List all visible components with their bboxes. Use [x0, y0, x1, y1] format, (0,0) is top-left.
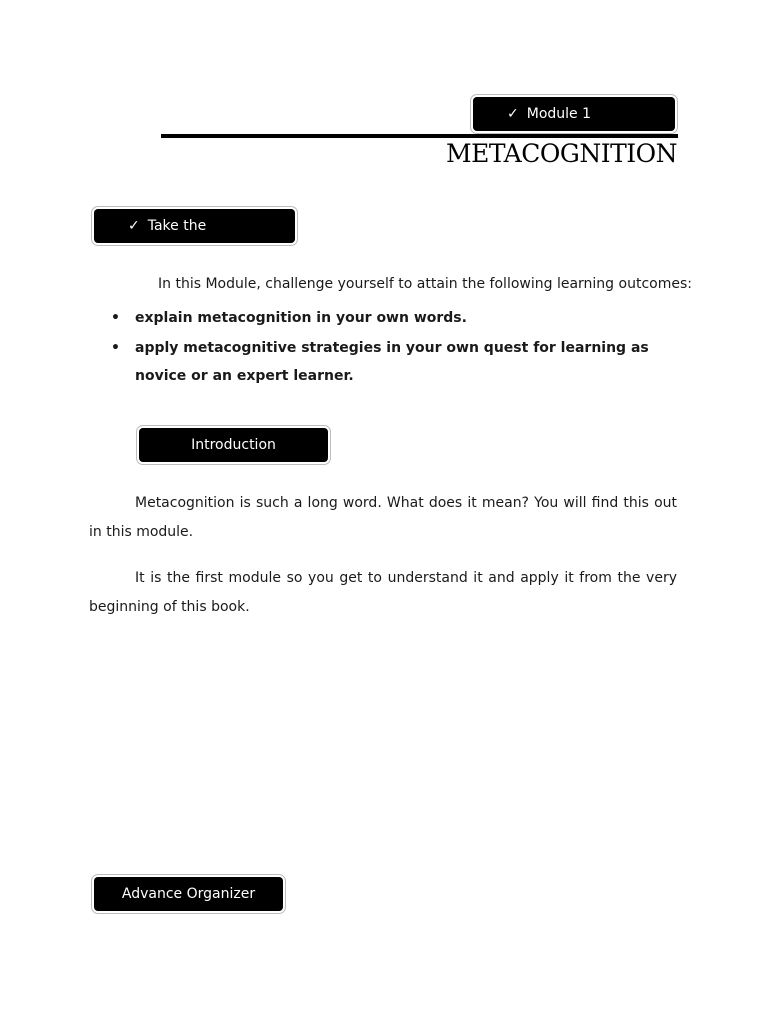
advance-organizer-heading: Advance Organizer — [94, 877, 283, 911]
outcome-text: apply metacognitive strategies in your own quest for learning as novice or an expert learner. — [135, 340, 649, 384]
module-label: Module 1 — [526, 106, 591, 122]
checkmark-icon: ✓ — [128, 218, 140, 234]
introduction-heading: Introduction — [139, 428, 328, 462]
paragraph: It is the first module so you get to understand it and apply it from the very beginning of this book. — [89, 570, 677, 615]
list-item — [111, 304, 686, 332]
bullet-icon: • — [111, 310, 120, 326]
module-badge — [473, 97, 675, 131]
outcome-text: explain metacognition in your own words. — [135, 310, 467, 326]
bullet-icon: • — [111, 340, 120, 356]
paragraph: Metacognition is such a long word. What does it mean? You will find this out in this module. — [89, 495, 677, 540]
outcomes-lead: In this Module, challenge yourself to attain the following learning outcomes: — [158, 276, 692, 292]
page-title: METACOGNITION — [446, 139, 677, 168]
outcomes-list — [111, 304, 686, 392]
list-item — [111, 334, 686, 390]
take-the-label: Take the — [147, 218, 207, 234]
title-rule — [161, 134, 678, 138]
take-the-badge — [94, 209, 295, 243]
checkmark-icon: ✓ — [507, 106, 519, 122]
